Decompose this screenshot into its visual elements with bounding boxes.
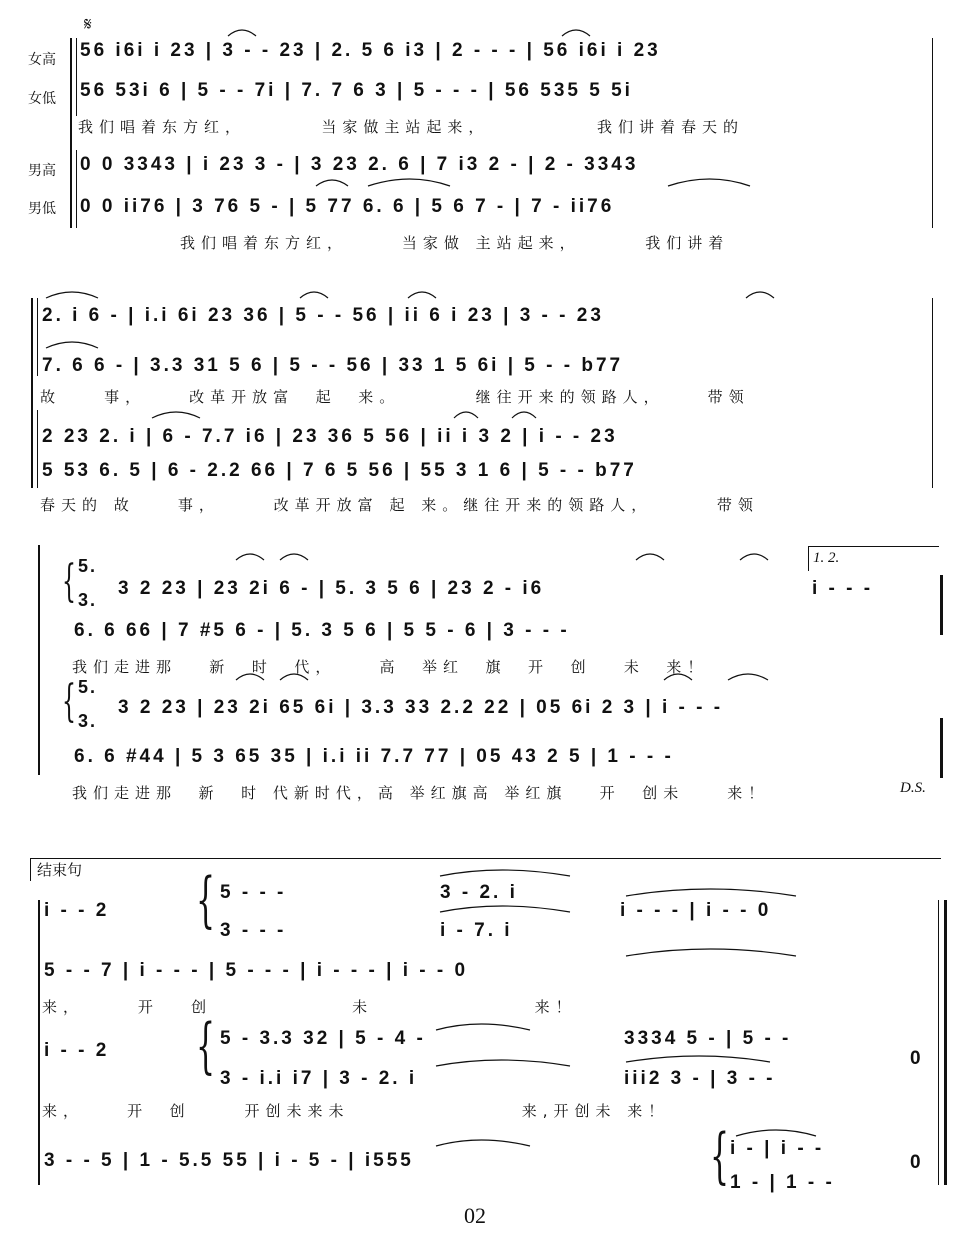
t1-notes-sys2: 2 23 2. i | 6 - 7.7 i6 | 23 36 5 56 | ii i 3 2 | i - - 23	[42, 426, 618, 447]
lyric-upper-sys1: 我们唱着东方红， 当家做主站起来， 我们讲着春天的	[78, 118, 745, 136]
t1b-notes-sys3: 3.	[78, 711, 98, 731]
s1a-notes-sys3: 5.	[78, 556, 98, 576]
s1-notes-sys1: 56 i6i i 23 | 3 - - 23 | 2. 5 6 i3 | 2 - - - | 56 i6i i 23	[80, 40, 661, 61]
t2-notes-sys3: 6. 6 #44 | 5 3 65 35 | i.i ii 7.7 77 | 05 43 2 5 | 1 - - -	[74, 746, 674, 767]
voice-label-s1: 女高	[28, 52, 56, 68]
s1-notes-sys2: 2. i 6 - | i.i 6i 23 36 | 5 - - 56 | ii 6 i 23 | 3 - - 23	[42, 305, 604, 326]
lyric-lower-sys3: 我们走进那 新 时 代新时代，高 举红旗高 举红旗 开 创未 来！	[72, 784, 770, 802]
coda-t1-d: iii2 3 - | 3 - -	[624, 1068, 776, 1089]
coda-s1-d: i - 7. i	[440, 920, 513, 941]
coda-brace-t1: {	[196, 1011, 216, 1081]
coda-t1-b: 3 - i.i i7 | 3 - 2. i	[220, 1068, 418, 1089]
coda-t1-a: 5 - 3.3 32 | 5 - 4 -	[220, 1028, 426, 1049]
s1-ending-notes: i - - -	[812, 578, 874, 599]
volta-label: 1. 2.	[813, 550, 840, 566]
divisi-brace-upper: {	[62, 556, 76, 607]
lyric-lower-sys1: 我们唱着东方红， 当家做 主站起来， 我们讲着	[180, 234, 730, 252]
s2-notes-sys3: 6. 6 66 | 7 #5 6 - | 5. 3 5 6 | 5 5 - 6 | 3 - - -	[74, 620, 570, 641]
coda-t2-a: i - | i - -	[730, 1138, 825, 1159]
coda-s1-div-a: 5 - - -	[220, 882, 287, 903]
coda-t1-c: 3334 5 - | 5 - -	[624, 1028, 792, 1049]
s1b-notes-sys3: 3.	[78, 590, 98, 610]
t2-notes-sys2: 5 53 6. 5 | 6 - 2.2 66 | 7 6 5 56 | 55 3 1 6 | 5 - - b77	[42, 460, 637, 481]
coda-s1-div-b: 3 - - -	[220, 920, 287, 941]
divisi-brace-lower: {	[62, 676, 76, 727]
lyric-lower-sys2: 春天的 故 事， 改革开放富 起 来。继往开来的领路人， 带领	[40, 496, 759, 514]
lyric-upper-sys3: 我们走进那 新 时 代， 高 举红 旗 开 创 未 来！	[72, 658, 709, 676]
coda-t2-b: 1 - | 1 - -	[730, 1172, 835, 1193]
s2-notes-sys1: 56 53i 6 | 5 - - 7i | 7. 7 6 3 | 5 - - - | 56 535 5 5i	[80, 80, 633, 101]
coda-s1-c: 3 - 2. i	[440, 882, 518, 903]
t1-notes-sys3: 3 2 23 | 23 2i 65 6i | 3.3 33 2.2 22 | 05 6i 2 3 | i - - -	[118, 697, 724, 718]
dal-segno-mark: D.S.	[900, 780, 926, 796]
coda-s2-notes: 5 - - 7 | i - - - | 5 - - - | i - - - | i - - 0	[44, 960, 469, 981]
coda-t1-notes: i - - 2	[44, 1040, 110, 1061]
t1a-notes-sys3: 5.	[78, 677, 98, 697]
coda-t1-end: 0	[910, 1048, 924, 1069]
segno-sign: 𝄋	[84, 14, 92, 35]
s2-notes-sys2: 7. 6 6 - | 3.3 31 5 6 | 5 - - 56 | 33 1 5 6i | 5 - - b77	[42, 355, 624, 376]
coda-lyric-upper: 来， 开 创 未 来！	[42, 998, 577, 1016]
coda-lyric-lower: 来， 开 创 开创未来未 来,开创未 来！	[42, 1102, 670, 1120]
t2-notes-sys1: 0 0 ii76 | 3 76 5 - | 5 77 6. 6 | 5 6 7 - | 7 - ii76	[80, 196, 615, 217]
coda-t2-notes: 3 - - 5 | 1 - 5.5 55 | i - 5 - | i555	[44, 1150, 414, 1171]
voice-label-t1: 男高	[28, 163, 56, 179]
voice-label-t2: 男低	[28, 201, 56, 217]
coda-s1-notes: i - - 2	[44, 900, 110, 921]
coda-t2-end: 0	[910, 1152, 924, 1173]
page-number: 02	[464, 1203, 486, 1228]
coda-brace-t2: {	[710, 1121, 730, 1191]
lyric-upper-sys2: 故 事， 改革开放富 起 来。 继往开来的领路人， 带领	[40, 388, 750, 406]
coda-brace-s1: {	[196, 865, 216, 935]
coda-s1-end: i - - - | i - - 0	[620, 900, 772, 921]
s1-notes-sys3: 3 2 23 | 23 2i 6 - | 5. 3 5 6 | 23 2 - i6	[118, 578, 545, 599]
voice-label-s2: 女低	[28, 91, 56, 107]
t1-notes-sys1: 0 0 3343 | i 23 3 - | 3 23 2. 6 | 7 i3 2 - | 2 - 3343	[80, 154, 639, 175]
coda-label: 结束句	[37, 861, 83, 879]
